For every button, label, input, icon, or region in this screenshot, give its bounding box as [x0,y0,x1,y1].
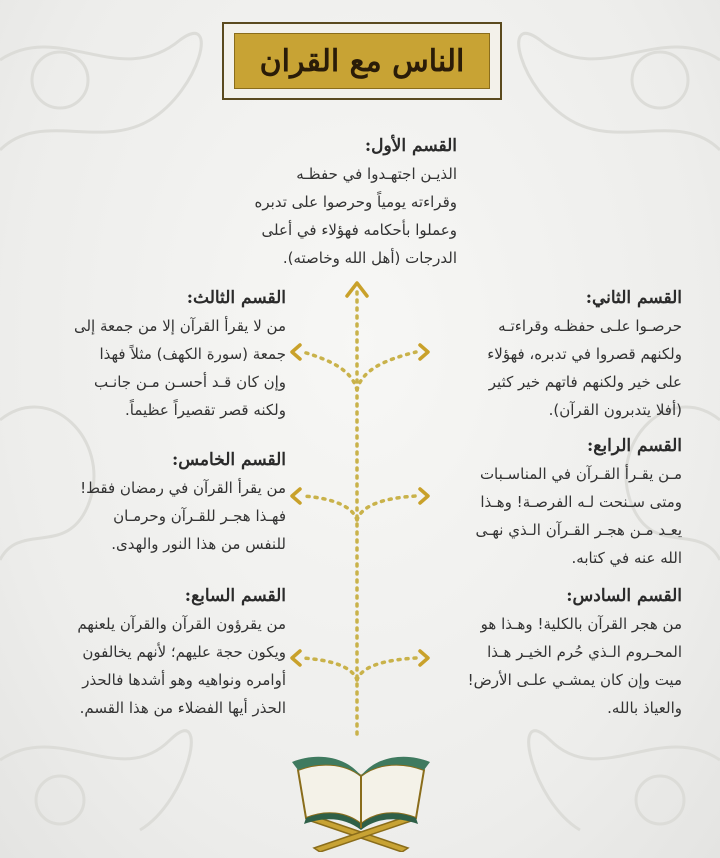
section-6-line-3: ميت وإن كان يمشـي علـى الأرض! [467,671,682,689]
section-2-line-4: (أفلا يتدبرون القرآن). [548,401,682,419]
section-3-heading: القسم الثالث: [186,288,286,308]
section-3-line-3: وإن كان قـد أحسـن مـن جانـب [93,373,286,391]
title-banner [234,33,490,89]
section-4-line-1: مـن يقـرأ القـرآن في المناسـبات [479,465,682,483]
section-4-line-2: ومتى سـنحت لـه الفرصـة! وهـذا [480,493,682,511]
section-6-line-1: من هجر القرآن بالكلية! وهـذا هو [480,615,682,633]
section-3-line-1: من لا يقرأ القرآن إلا من جمعة إلى [73,317,286,335]
section-1-line-3: وعملوا بأحكامه فهؤلاء في أعلى [261,221,457,239]
quran-book-icon [286,740,436,852]
section-2 [432,288,682,424]
section-5-line-1: من يقرأ القرآن في رمضان فقط! [80,479,286,497]
section-7-line-2: ويكون حجة عليهم؛ لأنهم يخالفون [82,643,286,661]
section-1-line-2: وقراءته يومياً وحرصوا على تدبره [254,193,457,211]
section-2-line-2: ولكنهم قصروا في تدبره، فهؤلاء [487,345,682,363]
section-7-line-1: من يقرؤون القرآن والقرآن يلعنهم [77,615,286,633]
section-4 [432,436,682,572]
section-4-line-3: يعـد مـن هجـر القـرآن الـذي نهـى [475,521,682,539]
page-title: الناس مع القران [259,43,465,79]
section-3-line-4: ولكنه قصر تقصيراً عظيماً. [125,401,286,419]
section-5 [34,450,286,558]
section-7-line-4: الحذر أيها الفضلاء من هذا القسم. [79,699,286,717]
section-5-line-3: للنفس من هذا النور والهدى. [111,535,286,553]
section-2-line-3: على خير ولكنهم فاتهم خير كثير [488,373,682,391]
section-1-heading: القسم الأول: [364,136,457,156]
section-6-line-4: والعياذ بالله. [607,699,682,717]
section-6 [432,586,682,722]
section-1-line-1: الذيـن اجتهـدوا في حفظـه [296,165,457,183]
section-1-line-4: الدرجات (أهل الله وخاصته). [282,249,457,267]
section-3-line-2: جمعة (سورة الكهف) مثلاً فهذا [99,345,286,363]
section-3 [34,288,286,424]
section-4-line-4: الله عنه في كتابه. [571,549,682,567]
section-6-heading: القسم السادس: [566,586,682,606]
section-7-heading: القسم السابع: [184,586,286,606]
section-2-heading: القسم الثاني: [585,288,682,308]
section-5-line-2: فهـذا هجـر للقـرآن وحرمـان [113,507,286,525]
section-7-line-3: أوامره ونواهيه وهو أشدها فالحذر [82,671,286,689]
section-5-heading: القسم الخامس: [171,450,286,470]
section-1 [222,136,457,272]
section-4-heading: القسم الرابع: [587,436,682,456]
section-6-line-2: المحـروم الـذي حُرم الخيـر هـذا [487,643,682,661]
title-frame [222,22,502,100]
section-7 [34,586,286,722]
section-2-line-1: حرصـوا علـى حفظـه وقراءتـه [498,317,682,335]
